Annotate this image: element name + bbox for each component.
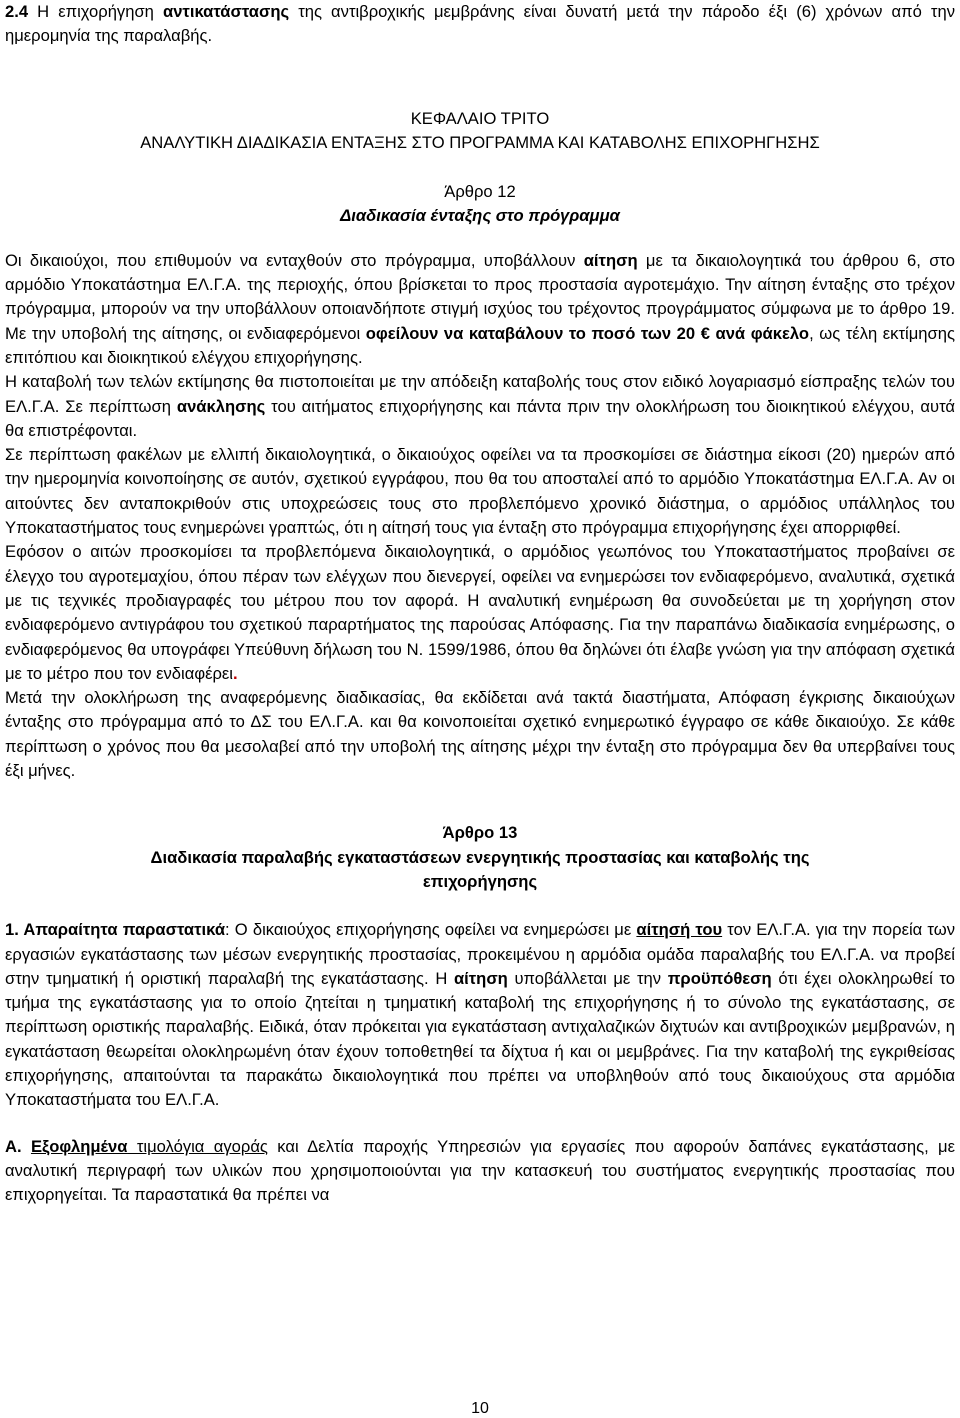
- article-13-heading: Άρθρο 13: [442, 823, 518, 843]
- article-13-paragraph-1: [5, 918, 955, 1112]
- bold-text: αντικατάστασης: [163, 2, 290, 21]
- text: της αντιβροχικής μεμβράνης είναι δυνατή μετά την πάροδο έξι (6) χρόνων από την ημερομηνία της παραλαβής.: [5, 2, 955, 46]
- text: του αιτήματος επιχορήγησης και πάντα πριν την ολοκλήρωση του διοικητικού ελέγχου, αυτά θα επιστρέφονται.: [5, 396, 955, 440]
- bold-text: αίτηση: [453, 968, 508, 988]
- article-12-paragraph-2: [5, 370, 955, 443]
- article-12-paragraph-3: Σε περίπτωση φακέλων με ελλιπή δικαιολογητικά, ο δικαιούχος οφείλει να τα προσκομίσει σε διάστημα είκοσι (20) ημερών από την ημερομηνία κοινοποίησης σε αυτόν, σχετικού εγγράφου, που θα του αποσταλεί από το αρμόδιο Υποκατάστημα ΕΛ.Γ.Α. Αν οι αιτούντες δεν ανταποκριθούν στις υποχρεώσεις τους στο προβλεπόμενο χρονικό διάστημα, ο αρμόδιος υπάλληλος του Υποκαταστήματος τους ενημερώνει γραπτώς, ότι η αίτησή τους για ένταξη στο πρόγραμμα επιχορήγησης έχει απορριφθεί.: [5, 445, 955, 538]
- text: τον ΕΛ.Γ.Α. για την πορεία των εργασιών εγκατάστασης των μέσων ενεργητικής προστασίας, προκειμένου η αρμόδια ομάδα παραλαβής του ΕΛ.Γ.Α. να προβεί στην τμηματική ή οριστική παραλαβή της εγκατάστασης. Η: [5, 920, 955, 988]
- bold-underlined-text: Εξοφλημένα: [30, 1136, 128, 1156]
- bold-text: αίτηση: [583, 250, 638, 270]
- euro-sign: €: [700, 323, 710, 343]
- text: Οι δικαιούχοι, που επιθυμούν να ενταχθούν στο πρόγραμμα, υποβάλλουν: [5, 250, 584, 270]
- red-period: .: [233, 663, 238, 683]
- item-number: 2.4: [5, 2, 29, 21]
- bold-text: ανά φάκελο: [709, 323, 810, 343]
- article-12-title: Διαδικασία ένταξης στο πρόγραμμα: [340, 206, 620, 226]
- chapter-subtitle: ΑΝΑΛΥΤΙΚΗ ΔΙΑΔΙΚΑΣΙΑ ΕΝΤΑΞΗΣ ΣΤΟ ΠΡΟΓΡΑΜΜΑ ΚΑΙ ΚΑΤΑΒΟΛΗΣ ΕΠΙΧΟΡΗΓΗΣΗΣ: [140, 132, 820, 152]
- text: Εφόσον ο αιτών προσκομίσει τα προβλεπόμενα δικαιολογητικά, ο αρμόδιος γεωπόνος του Υποκαταστήματος προβαίνει σε έλεγχο του αγροτεμαχίου, όπου πέραν των ελέγχων που διενεργεί, οφείλει να ενημερώσει τον ενδιαφερόμενο, αναλυτικά, σχετικά με τις τεχνικές προδιαγραφές του μέτρου που τον αφορά. Η αναλυτική ενημέρωση θα συνοδεύεται με τη χορήγηση στον ενδιαφερόμενο αντιγράφου του σχετικού παραρτήματος της παρούσας Απόφασης. Για την παραπάνω διαδικασία ενημέρωσης, ο ενδιαφερόμενος θα υπογράφει Υπεύθυνη δήλωση του Ν. 1599/1986, όπου θα δηλώνει ότι έλαβε γνώση για την απόφαση σχετικά με το μέτρο που τον ενδιαφέρει: [5, 542, 955, 683]
- text: Η καταβολή των τελών εκτίμησης θα πιστοποιείται με την απόδειξη καταβολής τους στον ειδικό λογαριασμό είσπραξης τελών του ΕΛ.Γ.Α. Σε περίπτωση: [5, 372, 955, 416]
- text: υποβάλλεται με την: [507, 968, 668, 988]
- page-number: 10: [471, 1400, 489, 1417]
- paragraph-2-4: [5, 0, 955, 49]
- bold-text: οφείλουν να καταβάλουν το ποσό των 20: [365, 323, 701, 343]
- text: : Ο δικαιούχος επιχορήγησης οφείλει να ενημερώσει με: [225, 920, 637, 940]
- text: , ως τέλη εκτίμησης επιτόπιου και διοικητικού ελέγχου επιχορήγησης.: [5, 323, 955, 367]
- text: ότι έχει ολοκληρωθεί το τμήμα της εγκατάστασης για το οποίο ζητείται η τμηματική καταβολή της επιχορήγησης ή το σύνολο της εγκατάστασης, σε περίπτωση οριστικής παραλαβής. Ειδικά, όταν πρόκειται για εγκατάσταση αντιχαλαζικών διχτυών και αντιβροχικών μεμβρανών, η εγκατάσταση θεωρείται ολοκληρωμένη όταν έχουν τοποθετηθεί τα δίχτυα ή και οι μεμβράνες. Για την καταβολή της εγκριθείσας επιχορήγησης, απαιτούνται τα παρακάτω δικαιολογητικά που πρέπει να υποβληθούν από τους δικαιούχους στα αρμόδια Υποκαταστήματα του ΕΛ.Γ.Α.: [5, 968, 955, 1110]
- bold-text: Α.: [5, 1136, 31, 1156]
- text: με τα δικαιολογητικά του άρθρου 6, στο αρμόδιο Υποκατάστημα ΕΛ.Γ.Α. της περιοχής, όπου βρίσκεται το προς προστασία αγροτεμάχιο. Την αίτηση ένταξης στο τρέχον πρόγραμμα, μπορούν να την υποβάλλουν οποιανδήποτε στιγμή ισχύος του τρέχοντος προγράμματος σύμφωνα με το άρθρο 19. Με την υποβολή της αίτησης, οι ενδιαφερόμενοι: [5, 250, 956, 343]
- text: και Δελτία παροχής Υπηρεσιών για εργασίες που αφορούν δαπάνες εγκατάστασης, με αναλυτική περιγραφή των υλικών που χρησιμοποιούνται για την κατασκευή του συστήματος ενεργητικής προστασίας που επιχορηγείται. Τα παραστατικά θα πρέπει να: [5, 1136, 955, 1205]
- document-page: [5, 0, 955, 1207]
- article-12-paragraph-5: Μετά την ολοκλήρωση της αναφερόμενης διαδικασίας, θα εκδίδεται ανά τακτά διαστήματα, Απόφαση έγκρισης δικαιούχων ένταξης στο πρόγραμμα από το ΔΣ του ΕΛ.Γ.Α. και θα κοινοποιείται σχετικό ενημερωτικό έγγραφο σε κάθε δικαιούχο. Σε κάθε περίπτωση ο χρόνος που θα μεσολαβεί από την υποβολή της αίτησης μέχρι την ένταξη στο πρόγραμμα δεν θα υπερβαίνει τους έξι μήνες.: [5, 688, 955, 781]
- bold-text: προϋπόθεση: [667, 968, 772, 988]
- article-13-paragraph-a: [5, 1135, 955, 1208]
- chapter-title: ΚΕΦΑΛΑΙΟ ΤΡΙΤΟ: [410, 108, 550, 128]
- article-12-paragraph-1: [5, 249, 955, 370]
- bold-text: ανάκλησης: [176, 396, 266, 416]
- article-12-heading: Άρθρο 12: [444, 182, 516, 202]
- bold-underlined-text: αίτησή του: [636, 920, 723, 940]
- bold-text: 1. Απαραίτητα παραστατικά: [5, 920, 226, 940]
- text: Η επιχορήγηση: [28, 2, 163, 21]
- underlined-text: τιμολόγια αγοράς: [127, 1136, 268, 1156]
- article-13-title: Διαδικασία παραλαβής εγκαταστάσεων ενεργητικής προστασίας και καταβολής της επιχορήγησης: [150, 847, 810, 891]
- article-12-paragraph-4: [5, 540, 955, 686]
